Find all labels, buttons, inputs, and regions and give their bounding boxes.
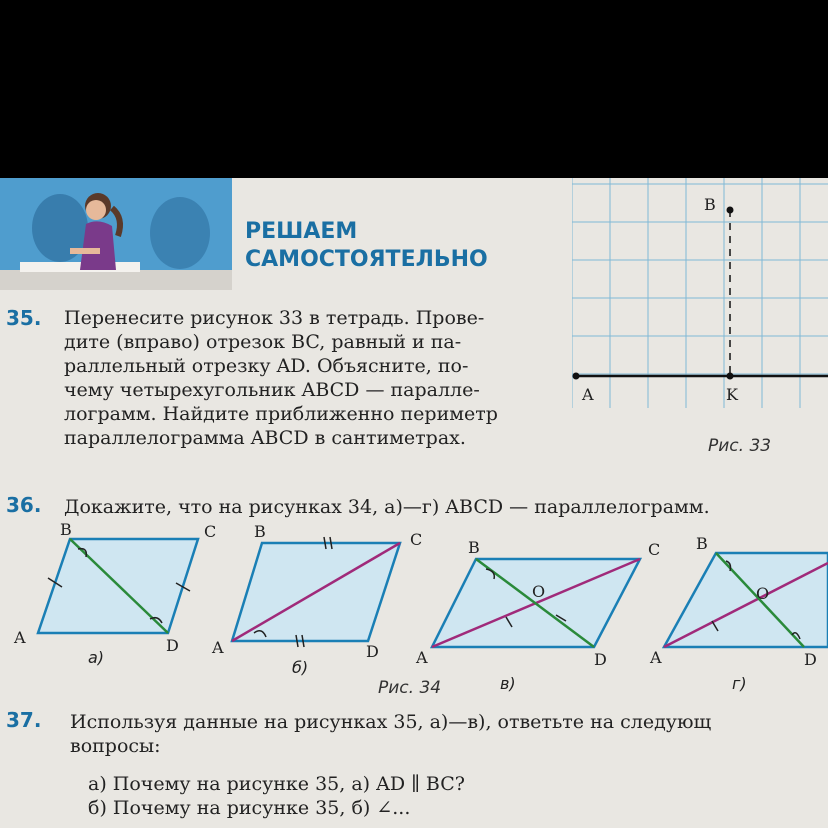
svg-text:D: D bbox=[166, 636, 179, 655]
fig34-part-c: в) bbox=[500, 674, 516, 693]
svg-text:A: A bbox=[212, 638, 224, 657]
fig34-a bbox=[13, 523, 216, 667]
svg-text:C: C bbox=[204, 523, 217, 541]
problem-35-line: дите (вправо) отрезок BC, равный и па- bbox=[64, 331, 462, 353]
heading-line-2: САМОСТОЯТЕЛЬНО bbox=[245, 247, 488, 272]
textbook-page bbox=[0, 178, 828, 828]
heading-line-1: РЕШАЕМ bbox=[245, 219, 358, 244]
svg-text:O: O bbox=[532, 582, 546, 601]
problem-36-line: Докажите, что на рисунках 34, а)—г) ABCD — параллелограмм. bbox=[64, 496, 710, 518]
svg-text:D: D bbox=[366, 642, 379, 661]
svg-text:O: O bbox=[756, 584, 770, 603]
svg-text:A: A bbox=[14, 628, 26, 647]
svg-text:A: A bbox=[650, 648, 662, 667]
figure-34 bbox=[0, 523, 828, 698]
fig33-label-k: K bbox=[726, 385, 738, 404]
figure-33-caption: Рис. 33 bbox=[708, 436, 772, 456]
svg-text:B: B bbox=[468, 538, 480, 557]
problem-37-number: 37. bbox=[6, 708, 42, 732]
figure-33 bbox=[572, 178, 828, 408]
problem-36-text bbox=[64, 495, 710, 519]
fig34-c bbox=[415, 538, 660, 693]
svg-text:C: C bbox=[410, 530, 423, 549]
fig34-b bbox=[211, 523, 422, 677]
problem-35-line: параллелограмма ABCD в сантиметрах. bbox=[64, 427, 466, 449]
problem-37-line: Используя данные на рисунках 35, а)—в), ответьте на следующ bbox=[70, 711, 712, 733]
problem-35-line: раллельный отрезку AD. Объясните, по- bbox=[64, 355, 469, 377]
fig34-part-a: а) bbox=[88, 648, 105, 667]
svg-text:D: D bbox=[804, 650, 817, 669]
problem-35-line: Перенесите рисунок 33 в тетрадь. Прове- bbox=[64, 307, 485, 329]
problem-35-line: чему четырехугольник ABCD — паралле- bbox=[64, 379, 480, 401]
fig34-part-d: г) bbox=[732, 674, 747, 693]
fig33-label-b: B bbox=[704, 195, 716, 214]
problem-37-line: вопросы: bbox=[70, 735, 161, 757]
svg-text:D: D bbox=[594, 650, 607, 669]
svg-text:C: C bbox=[648, 540, 661, 559]
student-illustration bbox=[0, 178, 232, 290]
svg-text:A: A bbox=[416, 648, 428, 667]
problem-37-line: а) Почему на рисунке 35, а) AD ∥ BC? bbox=[88, 773, 465, 795]
problem-35-line: лограмм. Найдите приближенно периметр bbox=[64, 403, 498, 425]
problem-37-line: б) Почему на рисунке 35, б) ∠... bbox=[88, 797, 411, 819]
problem-35-text bbox=[64, 306, 498, 450]
problem-37-text bbox=[70, 710, 711, 820]
svg-text:B: B bbox=[696, 534, 708, 553]
problem-35-number: 35. bbox=[6, 306, 42, 330]
svg-text:B: B bbox=[60, 523, 72, 539]
fig34-d bbox=[649, 534, 828, 693]
section-heading bbox=[245, 218, 488, 274]
svg-text:B: B bbox=[254, 523, 266, 541]
fig33-label-a: A bbox=[582, 385, 594, 404]
problem-36-number: 36. bbox=[6, 493, 42, 517]
fig34-part-b: б) bbox=[292, 658, 309, 677]
figure-34-caption: Рис. 34 bbox=[378, 678, 442, 698]
